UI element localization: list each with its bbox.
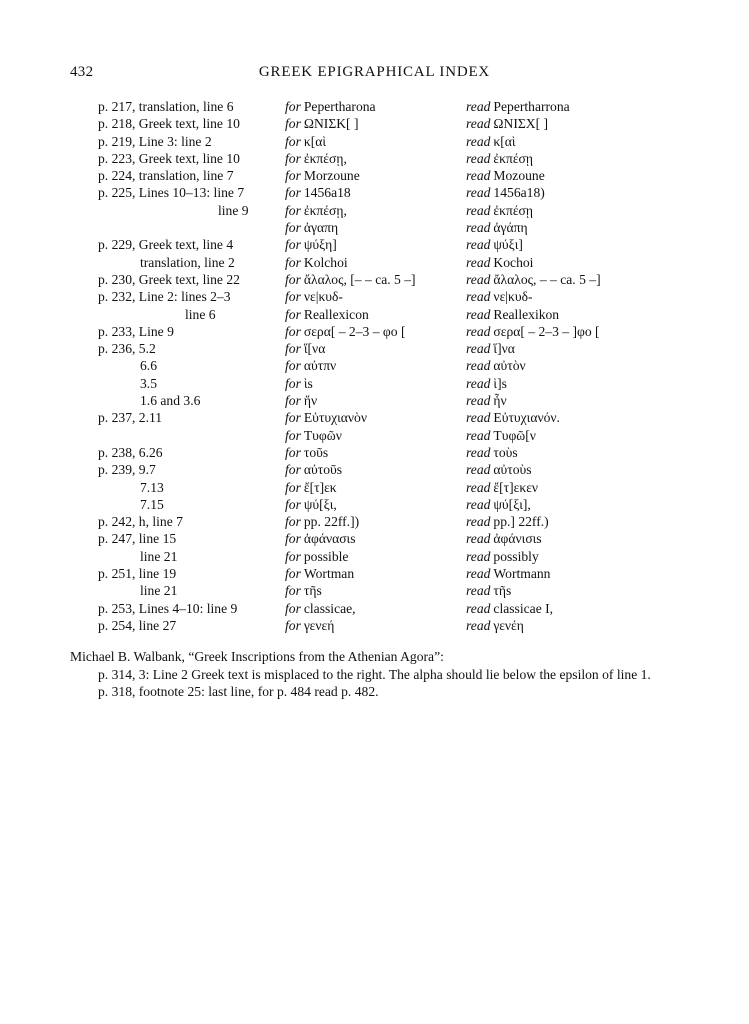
read-keyword: read: [466, 150, 491, 166]
errata-location: p. 219, Line 3: line 2: [98, 133, 212, 149]
errata-wrong-reading: [285, 392, 317, 409]
for-keyword: for: [285, 323, 301, 339]
read-keyword: read: [466, 185, 491, 201]
for-keyword: for: [285, 133, 301, 149]
wrong-text: ἥν: [303, 393, 318, 409]
errata-wrong-reading: [285, 150, 347, 167]
for-keyword: for: [285, 496, 301, 512]
correct-text: ψύ[ξι],: [493, 496, 531, 512]
wrong-text: ἀφάνασιs: [303, 531, 356, 547]
errata-wrong-reading: [285, 167, 360, 184]
correct-text: classicae I,: [493, 600, 554, 616]
wrong-text: γενεή: [303, 617, 335, 633]
correct-text: ἀφάνισιs: [493, 531, 542, 547]
correct-text: ἦν: [493, 393, 507, 409]
for-keyword: for: [285, 479, 301, 495]
correct-text: Τυφῶ[ν: [493, 427, 536, 443]
errata-correct-reading: [466, 202, 533, 219]
read-keyword: read: [466, 220, 491, 236]
errata-row: [0, 530, 749, 547]
read-keyword: read: [466, 341, 491, 357]
correct-text: ΩΝΙΣΧ[ ]: [493, 116, 549, 132]
page-header: [0, 64, 749, 86]
errata-location: p. 236, 5.2: [98, 341, 156, 357]
running-head: GREEK EPIGRAPHICAL INDEX: [258, 64, 491, 80]
for-keyword: for: [285, 514, 301, 530]
errata-wrong-reading: [285, 323, 406, 340]
wrong-text: ἀγαπη: [303, 220, 339, 236]
errata-correct-reading: [466, 479, 538, 496]
wrong-text: ἄλαλος, [– – ca. 5 –]: [303, 271, 416, 287]
errata-location: p. 239, 9.7: [98, 462, 156, 478]
errata-row: [0, 184, 749, 201]
errata-location: line 21: [140, 583, 178, 599]
errata-row: [0, 496, 749, 513]
errata-location: p. 230, Greek text, line 22: [98, 271, 240, 287]
wrong-text: ὶs: [303, 375, 313, 391]
errata-correct-reading: [466, 98, 570, 115]
wrong-text: ΩΝΙΣΚ[ ]: [303, 116, 359, 132]
correct-text: Mozoune: [493, 168, 545, 184]
errata-row: [0, 271, 749, 288]
wrong-text: Εὐτυχιανὸν: [303, 410, 368, 426]
for-keyword: for: [285, 99, 301, 114]
errata-correct-reading: [466, 323, 600, 340]
errata-wrong-reading: [285, 184, 351, 201]
errata-location: p. 218, Greek text, line 10: [98, 116, 240, 132]
read-keyword: read: [466, 600, 491, 616]
errata-row: [0, 444, 749, 461]
notes-block: [70, 648, 730, 701]
errata-row: [0, 513, 749, 530]
correct-text: τῆs: [493, 583, 512, 599]
errata-location: translation, line 2: [140, 254, 235, 270]
read-keyword: read: [466, 116, 491, 132]
errata-correct-reading: [466, 530, 542, 547]
for-keyword: for: [285, 220, 301, 236]
errata-correct-reading: [466, 133, 516, 150]
correct-text: ἄλαλος, – – ca. 5 –]: [493, 271, 601, 287]
correct-text: κ[αὶ: [493, 133, 516, 149]
errata-wrong-reading: [285, 444, 328, 461]
read-keyword: read: [466, 254, 491, 270]
errata-row: [0, 461, 749, 478]
errata-wrong-reading: [285, 565, 354, 582]
errata-correct-reading: [466, 548, 539, 565]
errata-row: [0, 357, 749, 374]
errata-wrong-reading: [285, 427, 342, 444]
errata-row: [0, 98, 749, 115]
errata-wrong-reading: [285, 115, 359, 132]
errata-wrong-reading: [285, 600, 356, 617]
errata-row: [0, 392, 749, 409]
correct-text: possibly: [493, 548, 539, 564]
read-keyword: read: [466, 393, 491, 409]
read-keyword: read: [466, 566, 491, 582]
errata-wrong-reading: [285, 479, 337, 496]
errata-correct-reading: [466, 444, 518, 461]
for-keyword: for: [285, 617, 301, 633]
for-keyword: for: [285, 548, 301, 564]
wrong-text: 1456a18: [303, 185, 351, 201]
wrong-text: ἐκπέσῃ,: [303, 202, 347, 218]
errata-location: p. 225, Lines 10–13: line 7: [98, 185, 245, 201]
read-keyword: read: [466, 548, 491, 564]
errata-row: [0, 565, 749, 582]
for-keyword: for: [285, 341, 301, 357]
errata-location: p. 232, Line 2: lines 2–3: [98, 289, 231, 305]
correct-text: ἐκπέσῃ: [493, 202, 533, 218]
wrong-text: ἔ[τ]εκ: [303, 479, 337, 495]
errata-location: 3.5: [140, 375, 157, 391]
correct-text: pp.] 22ff.): [493, 514, 549, 530]
read-keyword: read: [466, 306, 491, 322]
errata-location: 6.6: [140, 358, 157, 374]
errata-row: [0, 202, 749, 219]
errata-correct-reading: [466, 409, 560, 426]
wrong-text: Wortman: [303, 566, 355, 582]
errata-location: p. 247, line 15: [98, 531, 177, 547]
correct-text: Εὐτυχιανόν.: [493, 410, 560, 426]
wrong-text: τῆs: [303, 583, 322, 599]
errata-wrong-reading: [285, 530, 356, 547]
errata-wrong-reading: [285, 582, 322, 599]
errata-wrong-reading: [285, 133, 326, 150]
errata-row: [0, 340, 749, 357]
for-keyword: for: [285, 271, 301, 287]
correct-text: Reallexikon: [493, 306, 560, 322]
errata-wrong-reading: [285, 219, 338, 236]
errata-row: [0, 479, 749, 496]
errata-wrong-reading: [285, 254, 348, 271]
read-keyword: read: [466, 583, 491, 599]
errata-location: p. 254, line 27: [98, 617, 177, 633]
errata-row: [0, 617, 749, 634]
errata-row: [0, 288, 749, 305]
errata-location: p. 253, Lines 4–10: line 9: [98, 600, 238, 616]
errata-correct-reading: [466, 357, 526, 374]
for-keyword: for: [285, 254, 301, 270]
errata-wrong-reading: [285, 496, 337, 513]
for-keyword: for: [285, 410, 301, 426]
wrong-text: classicae,: [303, 600, 356, 616]
for-keyword: for: [285, 375, 301, 391]
errata-correct-reading: [466, 513, 549, 530]
read-keyword: read: [466, 271, 491, 287]
errata-correct-reading: [466, 496, 531, 513]
errata-location: p. 251, line 19: [98, 566, 177, 582]
correct-text: ἵ]να: [493, 341, 515, 357]
read-keyword: read: [466, 462, 491, 478]
errata-row: [0, 306, 749, 323]
errata-location: 1.6 and 3.6: [140, 393, 201, 409]
errata-location: p. 237, 2.11: [98, 410, 163, 426]
errata-location: 7.15: [140, 496, 164, 512]
errata-row: [0, 323, 749, 340]
for-keyword: for: [285, 306, 301, 322]
read-keyword: read: [466, 617, 491, 633]
errata-correct-reading: [466, 582, 511, 599]
note-line: p. 318, footnote 25: last line, for p. 484 read p. 482.: [98, 684, 379, 699]
correct-text: ψύξι]: [493, 237, 523, 253]
errata-row: [0, 150, 749, 167]
read-keyword: read: [466, 410, 491, 426]
wrong-text: Reallexicon: [303, 306, 369, 322]
errata-wrong-reading: [285, 617, 334, 634]
for-keyword: for: [285, 150, 301, 166]
errata-wrong-reading: [285, 409, 367, 426]
errata-row: [0, 254, 749, 271]
errata-wrong-reading: [285, 548, 348, 565]
wrong-text: ἵ[να: [303, 341, 326, 357]
errata-correct-reading: [466, 167, 545, 184]
errata-location: line 6: [185, 306, 216, 322]
wrong-text: Morzoune: [303, 168, 360, 184]
wrong-text: Kolchoi: [303, 254, 348, 270]
errata-wrong-reading: [285, 375, 313, 392]
for-keyword: for: [285, 116, 301, 132]
read-keyword: read: [466, 237, 491, 253]
errata-correct-reading: [466, 340, 515, 357]
errata-correct-reading: [466, 461, 532, 478]
for-keyword: for: [285, 531, 301, 547]
for-keyword: for: [285, 289, 301, 305]
wrong-text: αὐτοῦs: [303, 462, 343, 478]
errata-correct-reading: [466, 219, 528, 236]
for-keyword: for: [285, 168, 301, 184]
read-keyword: read: [466, 289, 491, 305]
for-keyword: for: [285, 566, 301, 582]
read-keyword: read: [466, 358, 491, 374]
errata-location: p. 217, translation, line 6: [98, 99, 234, 114]
errata-correct-reading: [466, 184, 545, 201]
read-keyword: read: [466, 375, 491, 391]
errata-row: [0, 427, 749, 444]
errata-wrong-reading: [285, 340, 325, 357]
correct-text: αὐτὸν: [493, 358, 526, 374]
correct-text: Kochoi: [493, 254, 534, 270]
errata-row: [0, 548, 749, 565]
correct-text: ἔ[τ]εκεν: [493, 479, 539, 495]
errata-location: line 21: [140, 548, 178, 564]
correct-text: Pepertharrona: [493, 99, 570, 114]
read-keyword: read: [466, 514, 491, 530]
read-keyword: read: [466, 323, 491, 339]
errata-row: [0, 236, 749, 253]
correct-text: Wortmann: [493, 566, 551, 582]
errata-correct-reading: [466, 271, 601, 288]
errata-wrong-reading: [285, 271, 416, 288]
for-keyword: for: [285, 393, 301, 409]
for-keyword: for: [285, 600, 301, 616]
errata-wrong-reading: [285, 202, 347, 219]
correct-text: τοὺs: [493, 444, 518, 460]
read-keyword: read: [466, 427, 491, 443]
errata-location: p. 224, translation, line 7: [98, 168, 234, 184]
errata-correct-reading: [466, 565, 550, 582]
read-keyword: read: [466, 202, 491, 218]
wrong-text: possible: [303, 548, 349, 564]
wrong-text: Pepertharona: [303, 99, 376, 114]
errata-correct-reading: [466, 115, 548, 132]
correct-text: σερα[ – 2–3 – ]φο [: [493, 323, 600, 339]
for-keyword: for: [285, 427, 301, 443]
errata-row: [0, 600, 749, 617]
read-keyword: read: [466, 444, 491, 460]
errata-location: p. 229, Greek text, line 4: [98, 237, 234, 253]
for-keyword: for: [285, 202, 301, 218]
for-keyword: for: [285, 185, 301, 201]
errata-wrong-reading: [285, 288, 343, 305]
correct-text: γενέη: [493, 617, 524, 633]
note-line: p. 314, 3: Line 2 Greek text is misplaced to the right. The alpha should lie below the epsilon of line 1.: [98, 666, 651, 682]
for-keyword: for: [285, 583, 301, 599]
wrong-text: κ[αὶ: [303, 133, 327, 149]
errata-correct-reading: [466, 288, 533, 305]
correct-text: αὐτοὺs: [493, 462, 532, 478]
errata-wrong-reading: [285, 461, 342, 478]
wrong-text: ψύξη]: [303, 237, 337, 253]
correct-text: νε|κυδ-: [493, 289, 533, 305]
errata-wrong-reading: [285, 98, 376, 115]
errata-table: [0, 98, 749, 634]
wrong-text: ψύ[ξι,: [303, 496, 337, 512]
correct-text: ἐκπέσῃ: [493, 150, 533, 166]
read-keyword: read: [466, 496, 491, 512]
note-author-line: Michael B. Walbank, “Greek Inscriptions from the Athenian Agora”:: [70, 649, 444, 664]
wrong-text: σερα[ – 2–3 – φο [: [303, 323, 406, 339]
for-keyword: for: [285, 444, 301, 460]
for-keyword: for: [285, 237, 301, 253]
errata-row: [0, 582, 749, 599]
errata-wrong-reading: [285, 357, 336, 374]
errata-correct-reading: [466, 236, 523, 253]
errata-location: p. 223, Greek text, line 10: [98, 150, 240, 166]
wrong-text: νε|κυδ-: [303, 289, 343, 305]
read-keyword: read: [466, 479, 491, 495]
errata-location: p. 242, h, line 7: [98, 514, 183, 530]
errata-correct-reading: [466, 427, 536, 444]
errata-location: p. 233, Line 9: [98, 323, 174, 339]
errata-location: p. 238, 6.26: [98, 444, 163, 460]
read-keyword: read: [466, 531, 491, 547]
errata-row: [0, 409, 749, 426]
errata-wrong-reading: [285, 236, 337, 253]
wrong-text: ἐκπέσῃ,: [303, 150, 347, 166]
correct-text: ὶ]s: [493, 375, 507, 391]
wrong-text: pp. 22ff.]): [303, 514, 360, 530]
read-keyword: read: [466, 133, 491, 149]
wrong-text: αὐτπν: [303, 358, 337, 374]
read-keyword: read: [466, 168, 491, 184]
errata-correct-reading: [466, 600, 553, 617]
wrong-text: τοῦs: [303, 444, 329, 460]
errata-row: [0, 219, 749, 236]
errata-wrong-reading: [285, 306, 369, 323]
errata-correct-reading: [466, 254, 533, 271]
errata-row: [0, 133, 749, 150]
read-keyword: read: [466, 99, 491, 114]
errata-row: [0, 115, 749, 132]
for-keyword: for: [285, 462, 301, 478]
errata-correct-reading: [466, 375, 507, 392]
for-keyword: for: [285, 358, 301, 374]
page-number: 432: [70, 64, 94, 80]
errata-row: [0, 167, 749, 184]
correct-text: 1456a18): [493, 185, 545, 201]
errata-wrong-reading: [285, 513, 359, 530]
wrong-text: Τυφῶν: [303, 427, 342, 443]
errata-correct-reading: [466, 617, 524, 634]
errata-location: 7.13: [140, 479, 164, 495]
errata-location: line 9: [218, 202, 249, 218]
errata-correct-reading: [466, 150, 533, 167]
correct-text: ἀγάπη: [493, 220, 528, 236]
errata-row: [0, 375, 749, 392]
errata-correct-reading: [466, 392, 507, 409]
errata-correct-reading: [466, 306, 559, 323]
